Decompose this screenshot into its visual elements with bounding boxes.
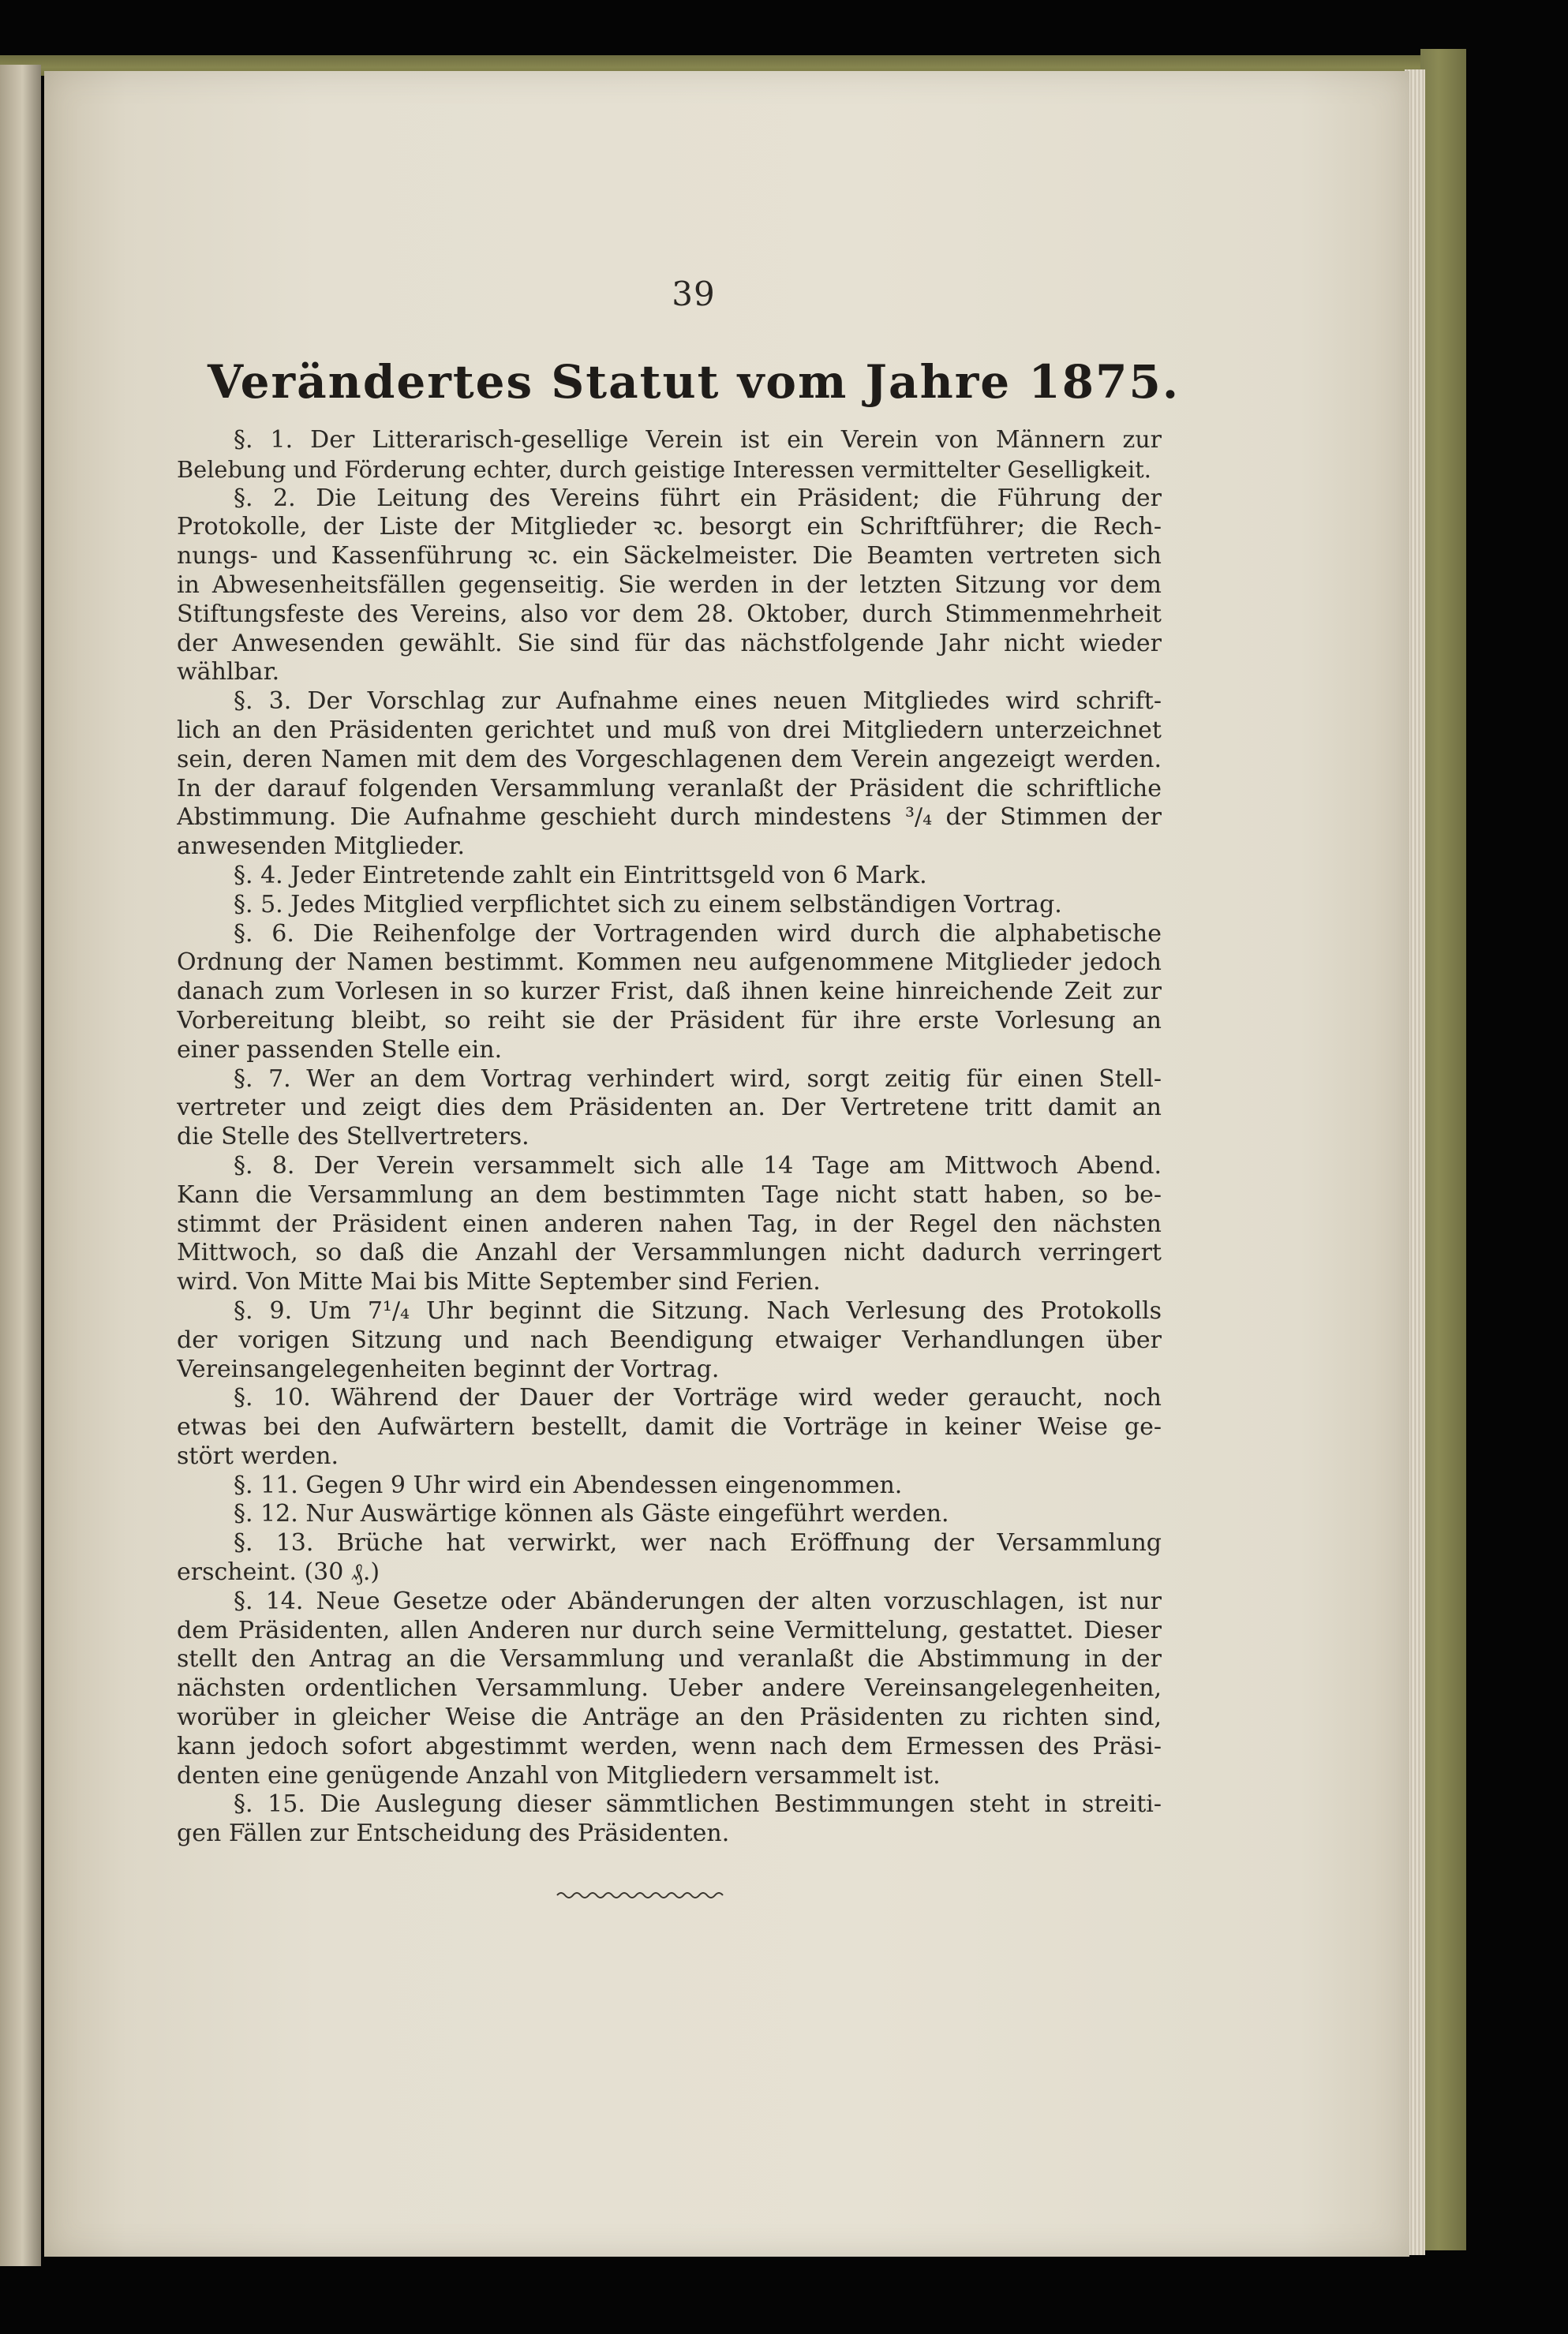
text-line: worüber in gleicher Weise die Anträge an den Präsidenten zu richten sind, [177, 1704, 1162, 1732]
wavy-rule-line [557, 1893, 723, 1898]
text-line: danach zum Vorlesen in so kurzer Frist, daß ihnen keine hinreichende Zeit zur [177, 978, 1162, 1006]
wavy-rule-ornament [556, 1886, 729, 1905]
book-cover-right-edge [1420, 49, 1466, 2250]
text-line: Vorbereitung bleibt, so reiht sie der Präsident für ihre erste Vorlesung an [177, 1006, 1162, 1034]
text-line: die Stelle des Stellvertreters. [177, 1123, 530, 1151]
text-line: §. 9. Um 7¹/₄ Uhr beginnt die Sitzung. Nach Verlesung des Protokolls [234, 1296, 1162, 1325]
text-line: einer passenden Stelle ein. [177, 1035, 503, 1064]
text-line: kann jedoch sofort abgestimmt werden, wenn nach dem Ermessen des Präsi- [177, 1732, 1162, 1760]
text-line: Stiftungsfeste des Vereins, also vor dem 28. Oktober, durch Stimmenmehrheit [177, 600, 1162, 628]
page-number: 39 [672, 275, 716, 313]
text-line: lich an den Präsidenten gerichtet und muß von drei Mitgliedern unterzeichnet [177, 716, 1162, 744]
text-line: nungs- und Kassenführung ꝛc. ein Säckelmeister. Die Beamten vertreten sich [177, 542, 1162, 570]
text-line: Mittwoch, so daß die Anzahl der Versammlungen nicht dadurch verringert [177, 1239, 1162, 1267]
text-line: §. 6. Die Reihenfolge der Vortragenden wird durch die alphabetische [234, 919, 1162, 948]
text-line: §. 5. Jedes Mitglied verpflichtet sich zu einem selbständigen Vortrag. [234, 890, 1062, 918]
text-line: §. 15. Die Auslegung dieser sämmtlichen Bestimmungen steht in streiti- [234, 1790, 1162, 1819]
text-line: In der darauf folgenden Versammlung veranlaßt der Präsident die schriftliche [177, 774, 1162, 802]
statute-text [177, 426, 1162, 1849]
text-line: gen Fällen zur Entscheidung des Präsidenten. [177, 1820, 730, 1848]
text-line: etwas bei den Aufwärtern bestellt, damit die Vorträge in keiner Weise ge- [177, 1413, 1162, 1442]
previous-page-edge [0, 65, 41, 2266]
text-line: §. 3. Der Vorschlag zur Aufnahme eines neuen Mitgliedes wird schrift- [234, 687, 1162, 716]
text-line: der Anwesenden gewählt. Sie sind für das nächstfolgende Jahr nicht wieder [177, 629, 1162, 657]
text-line: vertreter und zeigt dies dem Präsidenten an. Der Vertretene tritt damit an [177, 1094, 1162, 1122]
text-line: Abstimmung. Die Aufnahme geschieht durch mindestens ³/₄ der Stimmen der [177, 803, 1162, 832]
text-line: §. 11. Gegen 9 Uhr wird ein Abendessen eingenommen. [234, 1471, 903, 1499]
text-line: stellt den Antrag an die Versammlung und veranlaßt die Abstimmung in der [177, 1645, 1162, 1674]
text-line: Belebung und Förderung echter, durch geistige Interessen vermittelter Geselligkeit. [177, 455, 1151, 483]
text-line: der vorigen Sitzung und nach Beendigung etwaiger Verhandlungen über [177, 1326, 1162, 1354]
text-line: wird. Von Mitte Mai bis Mitte September sind Ferien. [177, 1268, 821, 1296]
text-line: Ordnung der Namen bestimmt. Kommen neu aufgenommene Mitglieder jedoch [177, 948, 1162, 977]
text-line: Vereinsangelegenheiten beginnt der Vortrag. [177, 1355, 720, 1383]
book-page [44, 71, 1409, 2257]
text-line: denten eine genügende Anzahl von Mitgliedern versammelt ist. [177, 1761, 941, 1790]
text-line: §. 14. Neue Gesetze oder Abänderungen der alten vorzuschlagen, ist nur [234, 1587, 1162, 1615]
text-line: dem Präsidenten, allen Anderen nur durch seine Vermittelung, gestattet. Dieser [177, 1616, 1162, 1644]
text-line: §. 4. Jeder Eintretende zahlt ein Eintrittsgeld von 6 Mark. [234, 861, 927, 889]
text-line: §. 13. Brüche hat verwirkt, wer nach Eröffnung der Versammlung [234, 1529, 1162, 1558]
text-line: §. 8. Der Verein versammelt sich alle 14 Tage am Mittwoch Abend. [234, 1151, 1162, 1180]
text-line: §. 12. Nur Auswärtige können als Gäste eingeführt werden. [234, 1500, 949, 1528]
text-line: stört werden. [177, 1442, 339, 1470]
text-line: §. 7. Wer an dem Vortrag verhindert wird, sorgt zeitig für einen Stell- [234, 1064, 1162, 1093]
text-line: Protokolle, der Liste der Mitglieder ꝛc. besorgt ein Schriftführer; die Rech- [177, 513, 1162, 541]
text-line: §. 1. Der Litterarisch-gesellige Verein ist ein Verein von Männern zur [234, 426, 1162, 454]
text-line: stimmt der Präsident einen anderen nahen Tag, in der Regel den nächsten [177, 1210, 1162, 1238]
text-line: wählbar. [177, 658, 280, 686]
text-line: in Abwesenheitsfällen gegenseitig. Sie werden in der letzten Sitzung vor dem [177, 570, 1162, 599]
text-line: Kann die Versammlung an dem bestimmten Tage nicht statt haben, so be- [177, 1180, 1162, 1209]
text-line: §. 2. Die Leitung des Vereins führt ein Präsident; die Führung der [234, 484, 1162, 512]
text-line: erscheint. (30 ₰.) [177, 1558, 380, 1587]
text-line: sein, deren Namen mit dem des Vorgeschlagenen dem Verein angezeigt werden. [177, 745, 1162, 773]
text-line: anwesenden Mitglieder. [177, 832, 465, 861]
text-line: §. 10. Während der Dauer der Vorträge wird weder geraucht, noch [234, 1384, 1162, 1412]
page-title: Verändertes Statut vom Jahre 1875. [207, 355, 1181, 409]
text-line: nächsten ordentlichen Versammlung. Ueber andere Vereinsangelegenheiten, [177, 1674, 1162, 1703]
